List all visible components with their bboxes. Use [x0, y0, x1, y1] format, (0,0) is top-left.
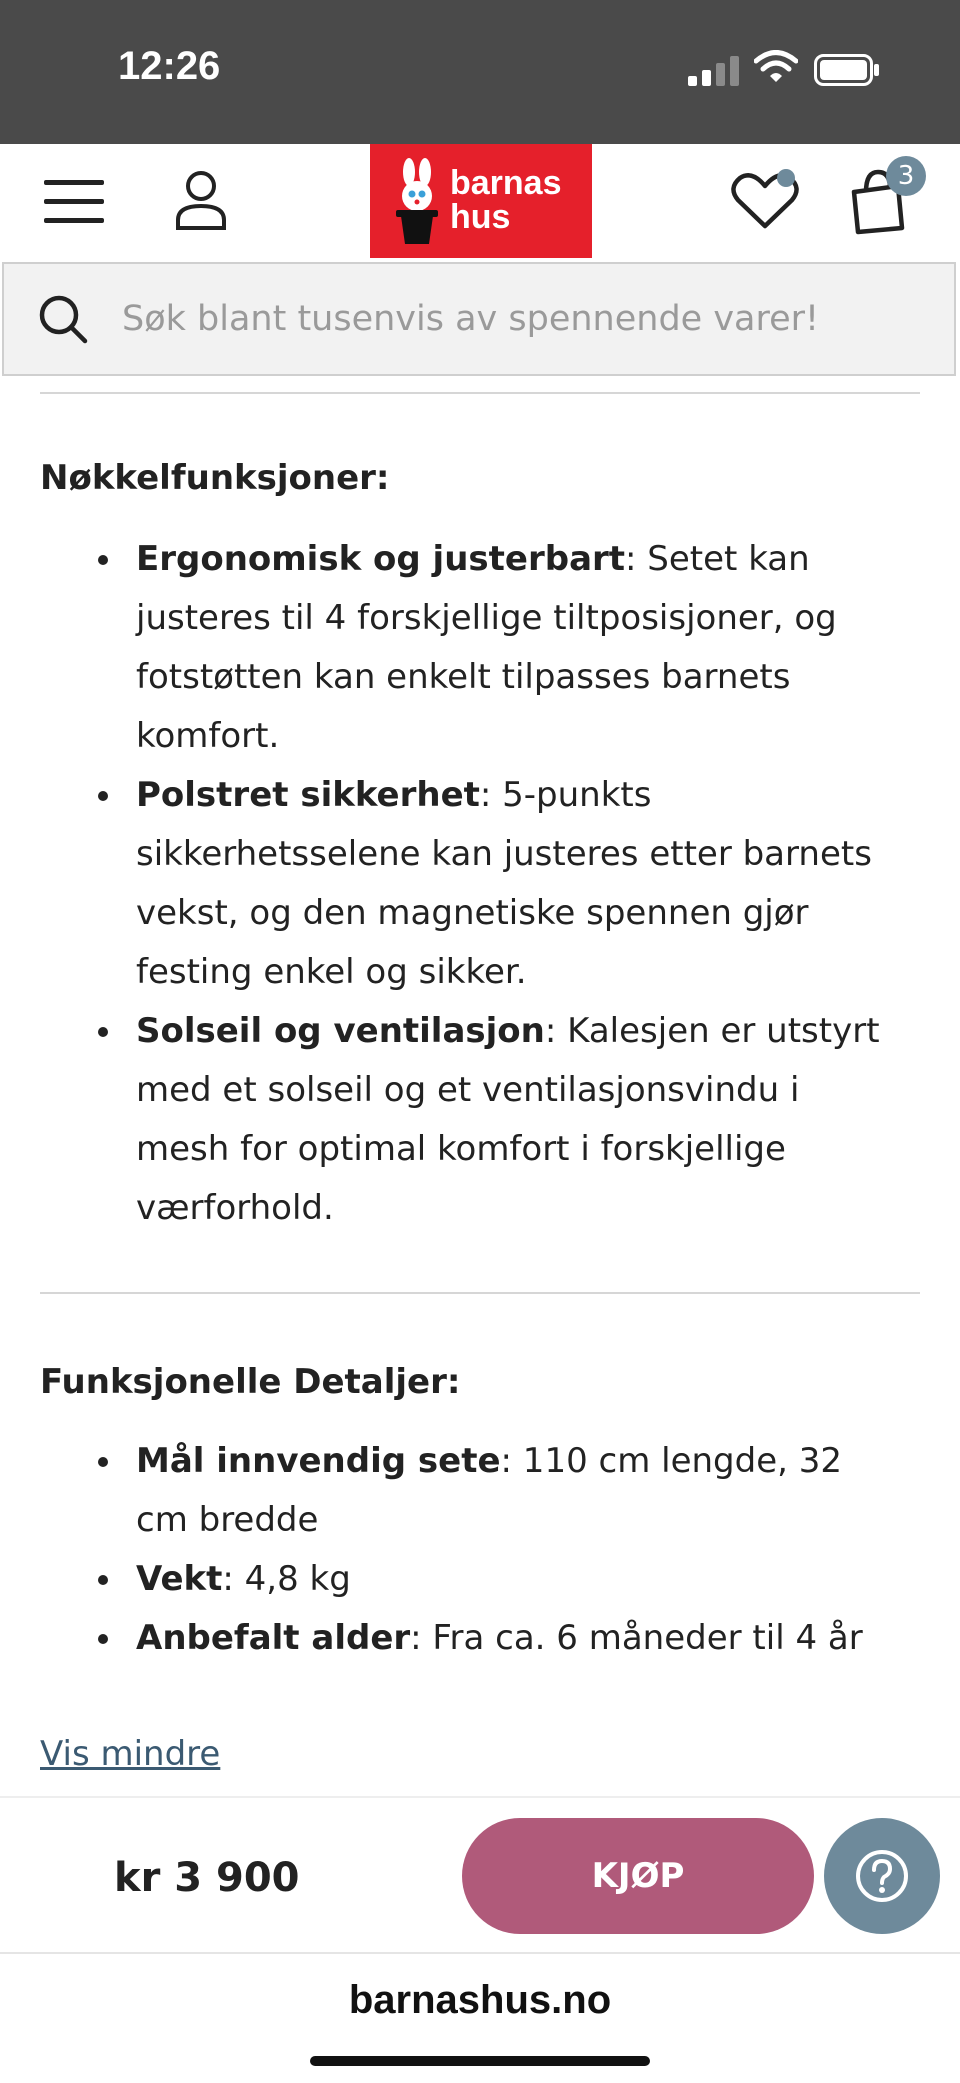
- list-item: [136, 530, 896, 766]
- search-icon: [38, 294, 88, 344]
- list-item: [136, 1432, 896, 1550]
- functional-details-list: [136, 1432, 896, 1668]
- logo-wordmark: [450, 166, 562, 234]
- detail-text: : 4,8 kg: [222, 1559, 351, 1599]
- detail-label: Vekt: [136, 1559, 223, 1599]
- status-time: 12:26: [118, 44, 221, 88]
- feature-text: : 5-punkts sikkerhetsselene kan justeres etter barnets vekst, og den magnetiske spennen gjør festing enkel og sikker.: [136, 775, 872, 992]
- search-input[interactable]: [120, 288, 944, 350]
- divider: [40, 392, 920, 394]
- question-mark-icon: [854, 1848, 910, 1904]
- detail-text: : Fra ca. 6 måneder til 4 år: [410, 1618, 863, 1658]
- browser-address-bar: [0, 1952, 960, 2083]
- list-item: [136, 766, 896, 1002]
- list-item: [136, 1609, 896, 1668]
- buy-button[interactable]: KJØP: [462, 1818, 814, 1934]
- list-item: [136, 1002, 896, 1238]
- list-item: [136, 1550, 896, 1609]
- buy-bar-divider: [0, 1796, 960, 1798]
- site-header: [0, 144, 960, 258]
- detail-label: Mål innvendig sete: [136, 1441, 501, 1481]
- detail-label: Anbefalt alder: [136, 1618, 411, 1658]
- feature-label: Ergonomisk og justerbart: [136, 539, 626, 579]
- key-features-list: [136, 530, 896, 1238]
- detail-text: : 110 cm lengde, 32 cm bredde: [136, 1441, 843, 1540]
- heart-wishlist-icon[interactable]: [730, 166, 800, 236]
- show-less-link[interactable]: Vis mindre: [40, 1734, 221, 1774]
- barnashus-logo[interactable]: [370, 144, 592, 258]
- cart-button[interactable]: [848, 156, 928, 236]
- logo-line-2: hus: [450, 198, 511, 236]
- address-url[interactable]: barnashus.no: [348, 1978, 612, 2022]
- logo-line-1: barnas: [450, 164, 562, 202]
- battery-icon: [814, 54, 880, 86]
- feature-label: Polstret sikkerhet: [136, 775, 480, 815]
- section-title-key-features: Nøkkelfunksjoner:: [40, 458, 390, 498]
- divider: [40, 1292, 920, 1294]
- feature-text: : Kalesjen er utstyrt med et solseil og et ventilasjonsvindu i mesh for optimal komfort i forskjellige værforhold.: [136, 1011, 880, 1228]
- cellular-signal-icon: [688, 56, 740, 86]
- home-indicator: [310, 2056, 650, 2066]
- search-bar: [2, 262, 956, 376]
- feature-label: Solseil og ventilasjon: [136, 1011, 545, 1051]
- feature-text: : Setet kan justeres til 4 forskjellige tiltposisjoner, og fotstøtten kan enkelt tilpasses barnets komfort.: [136, 539, 837, 756]
- wifi-icon: [754, 50, 798, 84]
- section-title-functional-details: Funksjonelle Detaljer:: [40, 1362, 461, 1402]
- help-button[interactable]: [824, 1818, 940, 1934]
- bunny-in-hat-icon: [392, 158, 442, 246]
- hamburger-menu-icon[interactable]: [42, 174, 106, 230]
- cart-count-badge: 3: [886, 156, 926, 196]
- user-account-icon[interactable]: [174, 168, 228, 232]
- status-bar: [0, 0, 960, 144]
- product-price: kr 3 900: [114, 1855, 300, 1901]
